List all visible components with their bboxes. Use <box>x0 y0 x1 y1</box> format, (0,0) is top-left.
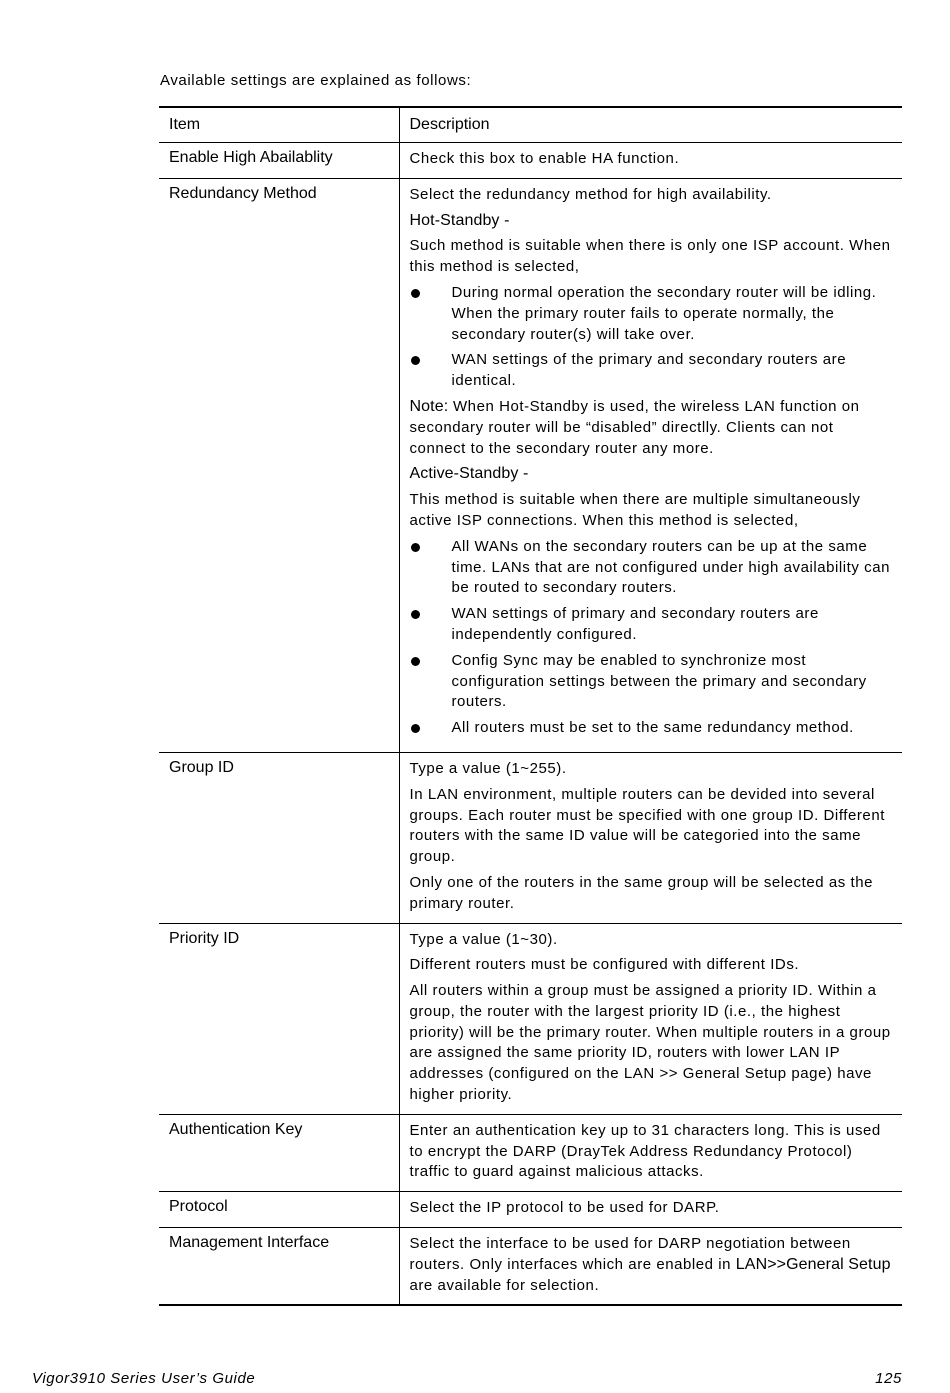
mgmt-desc-post: are available for selection. <box>409 1276 600 1294</box>
desc-redundancy-method <box>399 178 902 752</box>
intro-text: Available settings are explained as follows: <box>160 72 472 89</box>
active-standby-list <box>410 537 895 739</box>
hot-standby-text: Such method is suitable when there is only one ISP account. When this method is selected, <box>409 237 891 276</box>
bullet-icon <box>411 289 420 298</box>
table-row <box>159 178 902 752</box>
priority-p1: Type a value (1~30). <box>409 930 558 948</box>
mgmt-desc-pre: Select the interface to be used for DARP negotiation between routers. Only interfaces which are enabled in <box>409 1235 851 1273</box>
list-item <box>410 604 895 646</box>
list-item-text: WAN settings of the primary and secondary routers are identical. <box>451 351 847 390</box>
list-item <box>410 350 895 392</box>
list-item <box>410 537 895 599</box>
note-label: Note: <box>409 397 449 415</box>
priority-p3: All routers within a group must be assigned a priority ID. Within a group, the router with the largest priority ID (i.e., the highest priority) will be the primary router. When multiple routers in a group are assigned the same priority ID, routers with lower LAN IP addresses (configured on the LAN >> General Setup page) have higher priority. <box>409 982 891 1104</box>
hot-standby-title: Hot-Standby - <box>409 211 510 229</box>
note-text: When Hot-Standby is used, the wireless LAN function on secondary router will be “disabled” directlly. Clients can not connect to the secondary router any more. <box>409 397 860 457</box>
bullet-icon <box>411 610 420 619</box>
list-item-text: During normal operation the secondary router will be idling. When the primary router fails to operate normally, the secondary router(s) will take over. <box>451 283 877 343</box>
footer-page-number: 125 <box>875 1370 902 1387</box>
hot-standby-list <box>410 283 895 392</box>
item-priority-id: Priority ID <box>159 923 399 1114</box>
list-item-text: Config Sync may be enabled to synchronize most configuration settings between the primary and secondary routers. <box>451 651 867 711</box>
bullet-icon <box>411 724 420 733</box>
list-item-text: All WANs on the secondary routers can be up at the same time. LANs that are not configured under high availability can be routed to secondary routers. <box>451 537 890 597</box>
item-redundancy-method: Redundancy Method <box>159 178 399 752</box>
item-management-interface: Management Interface <box>159 1228 399 1306</box>
group-p3: Only one of the routers in the same group will be selected as the primary router. <box>409 873 873 912</box>
bullet-icon <box>411 356 420 365</box>
list-item-text: WAN settings of primary and secondary routers are independently configured. <box>451 605 819 643</box>
table-row <box>159 1228 902 1306</box>
table-row <box>159 752 902 923</box>
list-item <box>410 651 895 713</box>
list-item-text: All routers must be set to the same redundancy method. <box>451 719 854 737</box>
group-p1: Type a value (1~255). <box>409 759 567 777</box>
list-item <box>410 718 895 739</box>
item-protocol: Protocol <box>159 1192 399 1228</box>
table-row <box>159 1114 902 1191</box>
item-group-id: Group ID <box>159 752 399 923</box>
desc-protocol: Select the IP protocol to be used for DARP. <box>399 1192 902 1228</box>
desc-management-interface <box>399 1228 902 1306</box>
desc-priority-id <box>399 923 902 1114</box>
settings-table <box>159 106 902 1306</box>
list-item <box>410 283 895 345</box>
active-standby-title: Active-Standby - <box>409 465 529 483</box>
desc-authentication-key: Enter an authentication key up to 31 characters long. This is used to encrypt the DARP (DrayTek Address Redundancy Protocol) traffic to guard against malicious attacks. <box>399 1114 902 1191</box>
hot-standby-note <box>410 397 895 459</box>
bullet-icon <box>411 543 420 552</box>
group-p2: In LAN environment, multiple routers can be devided into several groups. Each router must be specified with one group ID. Different routers with the same ID value will be categoried into the same group. <box>409 785 885 866</box>
table-row <box>159 143 902 179</box>
desc-enable-ha: Check this box to enable HA function. <box>399 143 902 179</box>
table-header-row <box>159 107 902 143</box>
header-description: Description <box>399 107 902 143</box>
active-standby-text: This method is suitable when there are multiple simultaneously active ISP connections. When this method is selected, <box>409 491 861 529</box>
table-row <box>159 923 902 1114</box>
bullet-icon <box>411 657 420 666</box>
redundancy-intro: Select the redundancy method for high availability. <box>409 185 772 203</box>
table-row <box>159 1192 902 1228</box>
item-enable-ha: Enable High Abailablity <box>159 143 399 179</box>
mgmt-desc-link: LAN>>General Setup <box>735 1255 891 1273</box>
item-authentication-key: Authentication Key <box>159 1114 399 1191</box>
header-item: Item <box>159 107 399 143</box>
desc-group-id <box>399 752 902 923</box>
footer-guide-title: Vigor3910 Series User’s Guide <box>32 1370 256 1387</box>
priority-p2: Different routers must be configured with different IDs. <box>409 956 800 974</box>
